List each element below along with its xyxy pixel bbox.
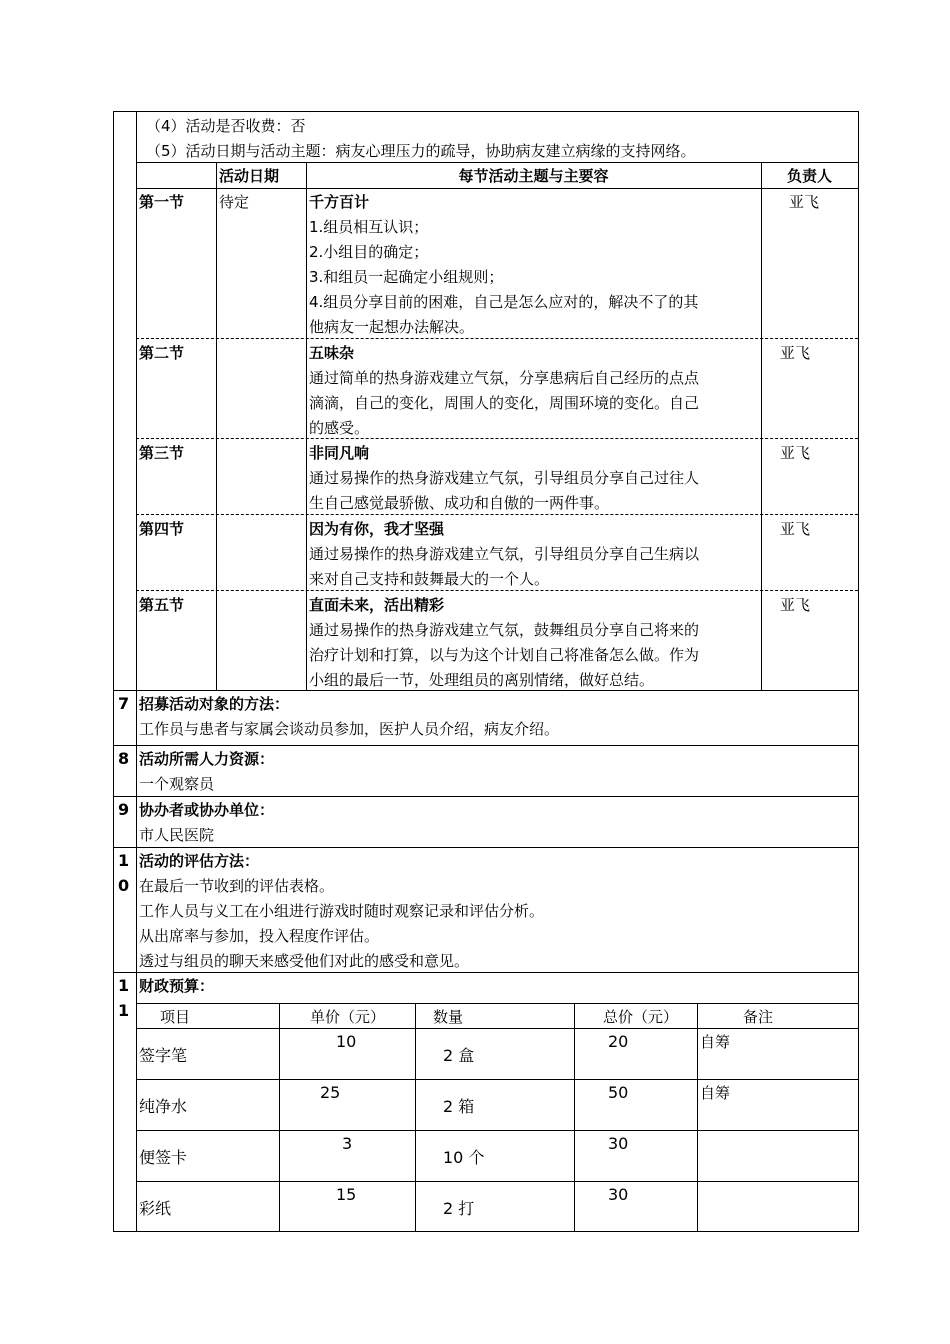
budget-note: 自筹 <box>700 1084 731 1102</box>
session-line: 通过易操作的热身游戏建立气氛，引导组员分享自己过往人 <box>309 469 700 487</box>
session-owner: 亚飞 <box>780 596 811 614</box>
header-owner: 负责人 <box>786 167 832 185</box>
session-date: 待定 <box>219 193 250 211</box>
section-line: 一个观察员 <box>139 775 215 793</box>
session-line: 治疗计划和打算，以与为这个计划自己将准备怎么做。作为 <box>309 646 700 664</box>
session-line: 来对自己支持和鼓舞最大的一个人。 <box>309 570 550 588</box>
session-owner: 亚飞 <box>789 193 820 211</box>
section-line: 从出席率与参加，投入程度作评估。 <box>139 927 380 945</box>
budget-item: 便签卡 <box>139 1148 188 1167</box>
session-line: 小组的最后一节，处理组员的离别情绪，做好总结。 <box>309 671 655 689</box>
section-number: 7 <box>118 694 130 713</box>
section-number-part: 0 <box>118 876 130 895</box>
session-title: 千方百计 <box>309 193 370 211</box>
section-number-part: 1 <box>118 851 130 870</box>
budget-note: 自筹 <box>700 1033 731 1051</box>
budget-total: 20 <box>608 1032 629 1051</box>
budget-price: 15 <box>336 1185 357 1204</box>
budget-qty: 2 盒 <box>443 1046 475 1065</box>
session-line: 的感受。 <box>309 419 370 437</box>
section-title: 协办者或协办单位： <box>139 801 275 819</box>
session-line: 生自己感觉最骄傲、成功和自傲的一两件事。 <box>309 494 610 512</box>
budget-total: 50 <box>608 1083 629 1102</box>
budget-qty: 2 打 <box>443 1199 475 1218</box>
fee-line: （4）活动是否收费：否 <box>146 117 306 135</box>
budget-header-note: 备注 <box>743 1008 774 1026</box>
budget-header-item: 项目 <box>160 1008 191 1026</box>
session-line: 1.组员相互认识； <box>309 218 429 236</box>
section-line: 透过与组员的聊天来感受他们对此的感受和意见。 <box>139 952 470 970</box>
session-line: 4.组员分享目前的困难，自己是怎么应对的，解决不了的其 <box>309 293 699 311</box>
session-title: 非同凡响 <box>309 444 370 462</box>
session-owner: 亚飞 <box>780 520 811 538</box>
session-name: 第三节 <box>139 444 185 462</box>
section-line: 在最后一节收到的评估表格。 <box>139 877 335 895</box>
budget-price: 3 <box>342 1134 353 1153</box>
section-title: 招募活动对象的方法： <box>139 695 290 713</box>
session-title: 直面未来，活出精彩 <box>309 596 445 614</box>
budget-header-total: 总价（元） <box>603 1008 679 1026</box>
budget-price: 25 <box>320 1083 341 1102</box>
budget-item: 纯净水 <box>139 1097 188 1116</box>
budget-header-price: 单价（元） <box>310 1008 386 1026</box>
section-number: 9 <box>118 800 130 819</box>
session-name: 第五节 <box>139 596 185 614</box>
budget-qty: 10 个 <box>443 1148 485 1167</box>
session-name: 第一节 <box>139 193 185 211</box>
session-name: 第二节 <box>139 344 185 362</box>
session-line: 通过易操作的热身游戏建立气氛，引导组员分享自己生病以 <box>309 545 700 563</box>
budget-item: 彩纸 <box>139 1199 172 1218</box>
session-title: 五味杂 <box>309 344 355 362</box>
budget-header-qty: 数量 <box>433 1008 464 1026</box>
section-line: 市人民医院 <box>139 826 215 844</box>
session-line: 2.小组目的确定； <box>309 243 429 261</box>
budget-item: 签字笔 <box>139 1046 188 1065</box>
session-owner: 亚飞 <box>780 444 811 462</box>
header-date: 活动日期 <box>219 167 280 185</box>
budget-total: 30 <box>608 1134 629 1153</box>
session-line: 通过易操作的热身游戏建立气氛，鼓舞组员分享自己将来的 <box>309 621 700 639</box>
session-owner: 亚飞 <box>780 344 811 362</box>
section-line: 工作员与患者与家属会谈动员参加，医护人员介绍，病友介绍。 <box>139 720 560 738</box>
budget-qty: 2 箱 <box>443 1097 475 1116</box>
session-title: 因为有你，我才坚强 <box>309 520 445 538</box>
section-title: 活动的评估方法： <box>139 852 260 870</box>
session-name: 第四节 <box>139 520 185 538</box>
section-line: 工作人员与义工在小组进行游戏时随时观察记录和评估分析。 <box>139 902 545 920</box>
session-line: 通过简单的热身游戏建立气氛，分享患病后自己经历的点点 <box>309 369 700 387</box>
section-number: 8 <box>118 749 130 768</box>
section-title: 活动所需人力资源： <box>139 750 275 768</box>
session-line: 他病友一起想办法解决。 <box>309 318 475 336</box>
session-line: 滴滴，自己的变化，周围人的变化，周围环境的变化。自己 <box>309 394 700 412</box>
budget-title: 财政预算： <box>139 977 215 995</box>
theme-line: （5）活动日期与活动主题：病友心理压力的疏导，协助病友建立病缘的支持网络。 <box>146 142 696 160</box>
budget-price: 10 <box>336 1032 357 1051</box>
budget-total: 30 <box>608 1185 629 1204</box>
section-number-part: 1 <box>118 1001 130 1020</box>
section-number-part: 1 <box>118 976 130 995</box>
header-content: 每节活动主题与主要容 <box>458 167 609 185</box>
session-line: 3.和组员一起确定小组规则； <box>309 268 504 286</box>
